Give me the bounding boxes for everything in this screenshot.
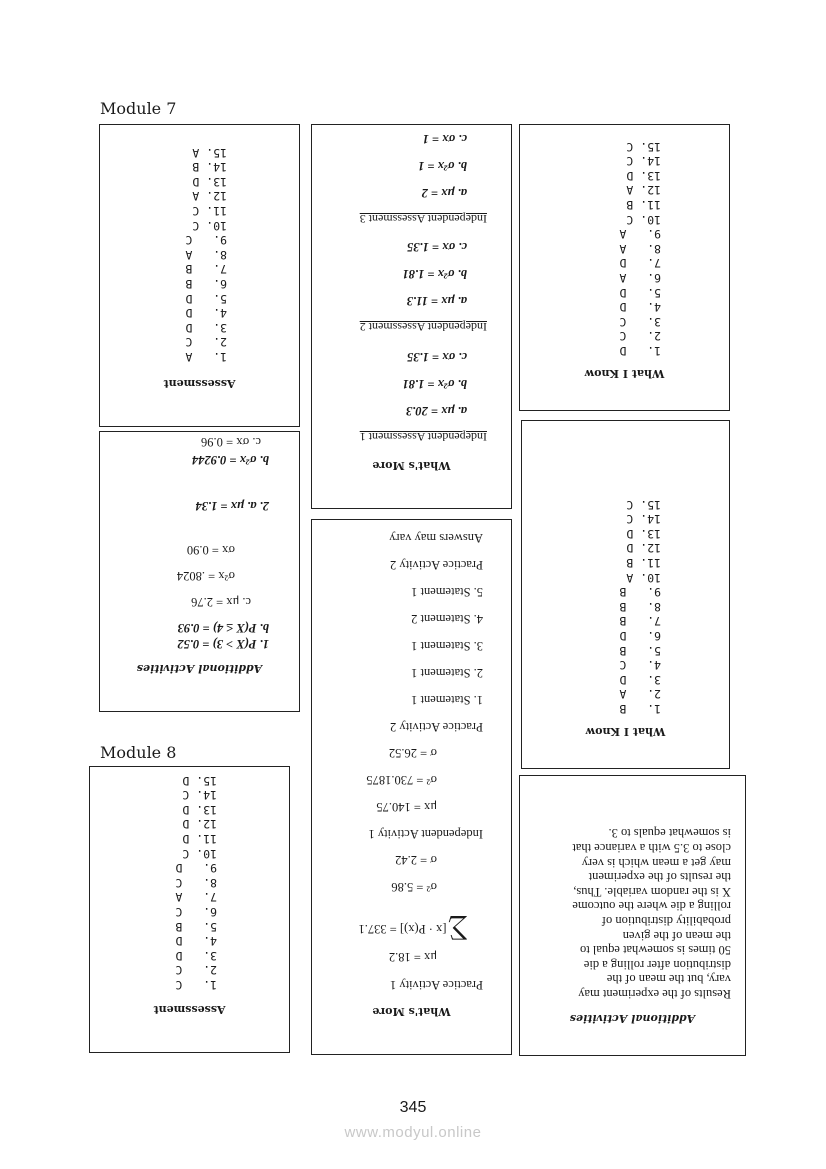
- watermark: www.modyul.online: [344, 1124, 482, 1141]
- ia2-item: a. μx = 11.3: [406, 294, 467, 308]
- answer-item: 12. D: [626, 541, 661, 556]
- answer-item: 3. D: [619, 672, 661, 687]
- whats-more-practice-box: [311, 519, 512, 1055]
- answer-item: 8. A: [185, 247, 227, 262]
- assessment-title: Assessment: [163, 377, 236, 390]
- answer-item: 5. D: [619, 285, 661, 300]
- answer-item: 4. C: [619, 658, 661, 673]
- answer-item: 12. D: [182, 817, 217, 832]
- answer-item: 5. B: [619, 643, 661, 658]
- whats-more-independent-box: [311, 124, 512, 509]
- answer-item: 4. D: [175, 934, 217, 949]
- what-i-know-box-2: [521, 420, 730, 769]
- module-7-label: Module 7: [100, 99, 177, 118]
- wm-line: σ = 26.52: [388, 746, 437, 760]
- answer-item: 4. D: [185, 306, 227, 321]
- answer-item: 6. C: [175, 905, 217, 920]
- page-number: 345: [399, 1099, 427, 1116]
- answer-item: 10. C: [192, 218, 227, 233]
- additional-activities-title: Additional Activities: [569, 1012, 696, 1025]
- ia1-item: b. σ²x = 1.81: [402, 377, 467, 391]
- ia2-item: c. σx = 1.35: [406, 240, 467, 254]
- answer-item: 12. A: [626, 183, 661, 198]
- answer-item: 7. B: [619, 614, 661, 629]
- module8-assessment-box: [89, 766, 290, 1053]
- assessment-title: Assessment: [153, 1003, 226, 1016]
- whats-more-title: What's More: [372, 459, 451, 472]
- aa-line: c. σx = 0.96: [201, 435, 261, 449]
- answer-item: 13. D: [192, 174, 227, 189]
- additional-activities-title: Additional Activities: [136, 662, 263, 675]
- aa-line: b. σ²x = 0.9244: [192, 453, 269, 467]
- answer-item: 10. C: [182, 846, 217, 861]
- answer-item: 2. C: [175, 963, 217, 978]
- module-8-label: Module 8: [100, 743, 177, 762]
- answer-item: 1. C: [175, 978, 217, 992]
- answer-item: 11. B: [626, 556, 661, 571]
- answer-item: 3. D: [175, 948, 217, 963]
- ia1-heading: Independent Assessment 1: [359, 430, 487, 444]
- wm-line: [x · P(x)] = 337.1: [358, 922, 447, 937]
- wm-line: Answers may vary: [389, 531, 483, 545]
- answer-item: 15. C: [626, 139, 661, 154]
- additional-activities-paragraph-box: [519, 775, 746, 1056]
- answer-item: 7. D: [619, 256, 661, 271]
- answer-item: 10. C: [626, 212, 661, 227]
- answer-item: 3. D: [185, 320, 227, 335]
- answer-item: 11. D: [182, 832, 217, 847]
- summation-icon: ∑: [448, 914, 467, 944]
- wm-line: Practice Activity 2: [389, 720, 483, 734]
- wm-line: 2. Statement 1: [411, 666, 483, 680]
- answer-item: 2. C: [619, 329, 661, 344]
- ia3-heading: Independent Assessment 3: [359, 212, 487, 226]
- answer-item: 7. B: [185, 262, 227, 277]
- answer-item: 14. C: [626, 512, 661, 527]
- answer-item: 2. A: [619, 687, 661, 702]
- assessment-answer-list: [185, 145, 227, 364]
- answer-item: 7. A: [175, 890, 217, 905]
- answer-item: 6. B: [185, 277, 227, 292]
- answer-item: 13. D: [626, 526, 661, 541]
- wm-line: 3. Statement 1: [411, 639, 483, 653]
- wm-line: 5. Statement 1: [411, 585, 483, 599]
- aa-line: c. μx = 2.76: [191, 595, 251, 609]
- answer-item: 15. C: [626, 497, 661, 512]
- answer-item: 1. D: [619, 344, 661, 358]
- answer-item: 9. A: [619, 227, 661, 242]
- assessment-answer-list: [175, 773, 217, 992]
- answer-item: 5. D: [185, 291, 227, 306]
- ia3-item: c. σx = 1: [422, 132, 467, 146]
- what-i-know-answer-list: [619, 139, 661, 358]
- aa-line: b. P(X ≤ 4) = 0.93: [177, 621, 269, 635]
- wm-line: μx = 18.2: [388, 950, 437, 964]
- wm-line: Practice Activity 2: [389, 558, 483, 572]
- aa-line: σx = 0.90: [186, 543, 235, 557]
- answer-item: 14. B: [192, 160, 227, 175]
- what-i-know-answer-list: [619, 497, 661, 716]
- answer-item: 8. C: [175, 875, 217, 890]
- answer-item: 6. A: [619, 271, 661, 286]
- answer-item: 2. C: [185, 335, 227, 350]
- wm-line: 4. Statement 2: [411, 612, 483, 626]
- wm-line: σ = 2.42: [395, 853, 437, 867]
- answer-item: 8. A: [619, 241, 661, 256]
- aa-line: σ²x = .8024: [176, 569, 235, 583]
- answer-item: 10. A: [626, 570, 661, 585]
- answer-item: 11. B: [626, 198, 661, 213]
- ia2-list: [403, 239, 467, 308]
- what-i-know-title: What I Know: [585, 725, 666, 738]
- ia2-heading: Independent Assessment 2: [359, 320, 487, 334]
- answer-item: 4. D: [619, 300, 661, 315]
- ia2-item: b. σ²x = 1.81: [402, 267, 467, 281]
- answer-item: 6. D: [619, 629, 661, 644]
- answer-item: 1. B: [619, 702, 661, 716]
- answer-item: 8. B: [619, 599, 661, 614]
- wm-line: Independent Activity 1: [368, 827, 483, 841]
- answer-item: 13. D: [626, 168, 661, 183]
- ia1-list: [403, 349, 467, 418]
- module7-assessment-box: [99, 124, 300, 427]
- answer-item: 14. C: [626, 154, 661, 169]
- wm-line: σ² = 730.1875: [366, 773, 437, 787]
- answer-item: 9. D: [175, 861, 217, 876]
- answer-item: 3. C: [619, 314, 661, 329]
- ia3-item: a. μx = 2: [421, 186, 467, 200]
- wm-line: 1. Statement 1: [411, 693, 483, 707]
- wm-line: Practice Activity 1: [389, 978, 483, 992]
- answer-item: 15. A: [192, 145, 227, 160]
- ia1-item: c. σx = 1.35: [406, 350, 467, 364]
- answer-item: 9. C: [185, 233, 227, 248]
- ia3-item: b. σ²x = 1: [418, 159, 467, 173]
- whats-more-title: What's More: [372, 1005, 451, 1018]
- ia1-item: a. μx = 20.3: [406, 404, 467, 418]
- additional-activities-box: [99, 431, 300, 712]
- what-i-know-box-1: [519, 124, 730, 411]
- wm-line: μx = 140.75: [376, 800, 437, 814]
- answer-item: 9. B: [619, 585, 661, 600]
- answer-item: 1. A: [185, 350, 227, 364]
- answer-item: 5. B: [175, 919, 217, 934]
- aa-line: 1. P(X > 3) = 0.52: [177, 637, 269, 651]
- answer-item: 12. A: [192, 189, 227, 204]
- answer-item: 14. C: [182, 788, 217, 803]
- what-i-know-title: What I Know: [584, 367, 665, 380]
- answer-item: 15. D: [182, 773, 217, 788]
- aa-line: 2. a. μx = 1.34: [195, 499, 269, 513]
- additional-activities-paragraph: Results of the experiment may vary, but the mean of the distribution after rolling a die 50 times is somewhat equal to the mean of the given probability distribution of rolling a die where the outcome X is the random variable. Thus, the results of the experiment may get a mean which is very close to 3.5 with a variance that is somewhat equals to 3.: [572, 826, 731, 1001]
- answer-item: 11. C: [192, 204, 227, 219]
- answer-item: 13. D: [182, 802, 217, 817]
- wm-line: σ² = 5.86: [391, 880, 437, 894]
- ia3-list: [418, 131, 467, 200]
